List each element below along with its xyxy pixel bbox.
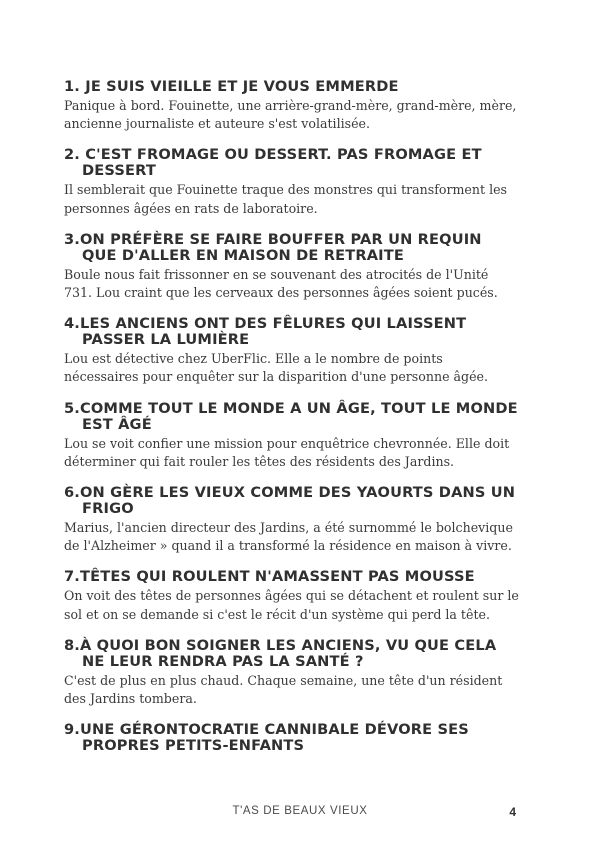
chapter-title [64,638,520,670]
chapter-summary: On voit des têtes de personnes âgées qui se détachent et roulent sur le sol et on se demande si c'est le récit d'un système qui perd la tête. [64,588,519,622]
chapter-title [64,232,520,264]
chapter-summary: Lou est détective chez UberFlic. Elle a le nombre de points nécessaires pour enquêter sur la disparition d'une personne âgée. [64,351,489,385]
chapter-title [64,485,520,517]
chapter-title-text: UNE GÉRONTOCRATIE CANNIBALE DÉVORE SES PROPRES PETITS-ENFANTS [80,721,469,755]
chapter-entry [64,485,520,555]
chapter-entry [64,401,520,471]
table-of-contents [64,79,520,768]
page-number: 4 [509,805,516,819]
chapter-title-text: LES ANCIENS ONT DES FÊLURES QUI LAISSENT PASSER LA LUMIÈRE [80,315,467,349]
chapter-entry [64,79,520,133]
chapter-entry [64,232,520,302]
chapter-number: 9. [64,721,80,739]
chapter-summary: C'est de plus en plus chaud. Chaque semaine, une tête d'un résident des Jardins tombera. [64,672,503,707]
chapter-title-text: JE SUIS VIEILLE ET JE VOUS EMMERDE [85,78,399,95]
chapter-entry [64,147,520,217]
chapter-number: 7. [64,568,80,586]
chapter-title [64,79,520,95]
running-footer-title: T'AS DE BEAUX VIEUX [232,805,368,817]
chapter-number: 3. [64,230,80,248]
chapter-summary: Marius, l'ancien directeur des Jardins, a été surnommé le bolchevique de l'Alzheimer » quand il a transformé la résidence en maison à vivre. [64,520,513,554]
chapter-title [64,722,520,754]
chapter-summary: Lou se voit confier une mission pour enquêtrice chevronnée. Elle doit déterminer qui fait rouler les têtes des résidents des Jardins. [64,435,510,469]
chapter-title [64,316,520,348]
chapter-number: 2. [64,146,80,164]
chapter-entry [64,638,520,708]
page-footer [0,805,600,825]
chapter-number: 5. [64,399,80,417]
chapter-summary: Il semblerait que Fouinette traque des monstres qui transforment les personnes âgées en rats de laboratoire. [64,182,508,216]
chapter-entry [64,569,520,623]
chapter-entry [64,316,520,386]
chapter-number: 1. [64,78,80,95]
chapter-title-text: C'EST FROMAGE OU DESSERT. PAS FROMAGE ET DESSERT [82,146,482,180]
chapter-summary: Boule nous fait frissonner en se souvenant des atrocités de l'Unité 731. Lou craint que les cerveaux des personnes âgées soient pucés. [64,266,498,301]
chapter-summary: Panique à bord. Fouinette, une arrière-grand-mère, grand-mère, mère, ancienne journaliste et auteure s'est volatilisée. [64,98,517,132]
chapter-title [64,147,520,179]
chapter-title [64,401,520,433]
chapter-title [64,569,520,585]
chapter-title-text: COMME TOUT LE MONDE A UN ÂGE, TOUT LE MONDE EST ÂGÉ [80,399,518,433]
chapter-title-text: À QUOI BON SOIGNER LES ANCIENS, VU QUE CELA NE LEUR RENDRA PAS LA SANTÉ ? [80,636,497,670]
chapter-title-text: TÊTES QUI ROULENT N'AMASSENT PAS MOUSSE [80,568,475,586]
chapter-number: 6. [64,484,80,502]
chapter-number: 8. [64,636,80,654]
chapter-entry [64,722,520,754]
chapter-title-text: ON GÈRE LES VIEUX COMME DES YAOURTS DANS UN FRIGO [80,484,516,518]
chapter-number: 4. [64,315,80,333]
chapter-title-text: ON PRÉFÈRE SE FAIRE BOUFFER PAR UN REQUIN QUE D'ALLER EN MAISON DE RETRAITE [80,230,482,264]
